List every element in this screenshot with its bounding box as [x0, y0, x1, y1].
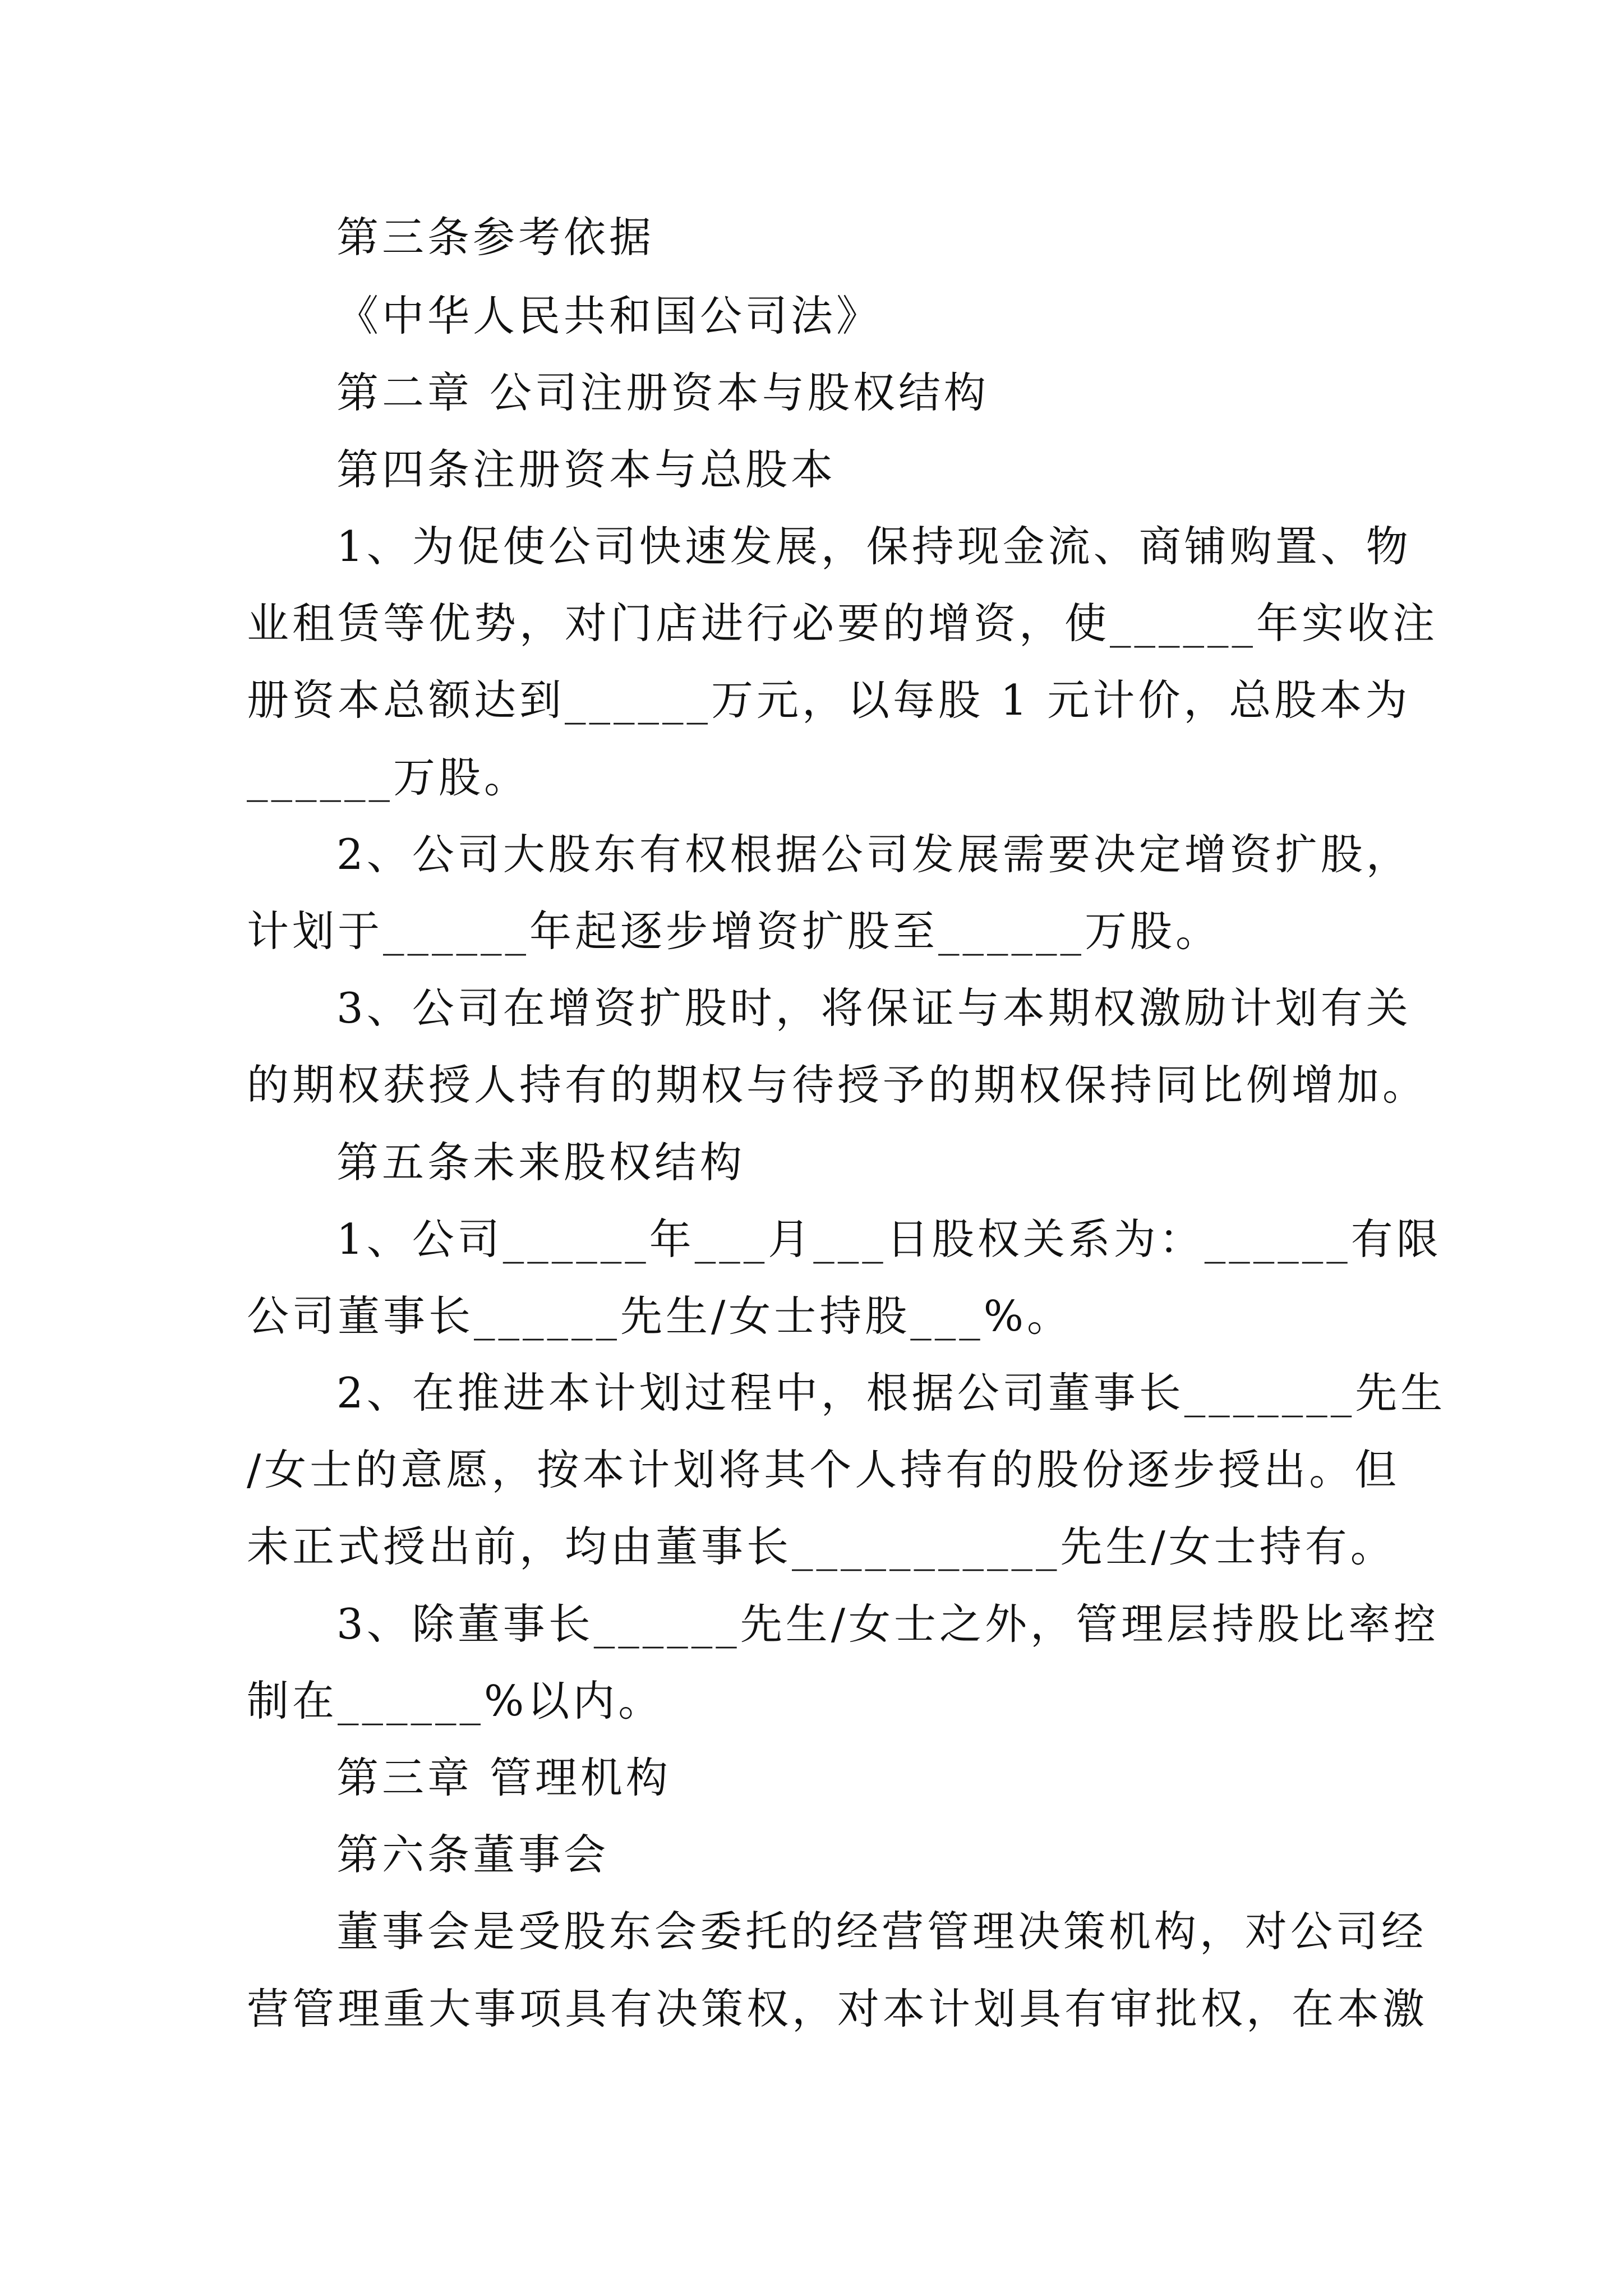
- paragraph-line: 2、公司大股东有权根据公司发展需要决定增资扩股，: [336, 830, 1412, 879]
- paragraph-line: 营管理重大事项具有决策权，对本计划具有审批权，在本激: [247, 1984, 1428, 2033]
- law-reference: 《中华人民共和国公司法》: [336, 291, 882, 341]
- paragraph-line: 的期权获授人持有的期权与待授予的期权保持同比例增加。: [247, 1060, 1428, 1110]
- article-3-heading: 第三条参考依据: [336, 213, 655, 262]
- paragraph-line: 1、公司______年___月___日股权关系为：______有限: [336, 1214, 1442, 1264]
- paragraph-line: 2、在推进本计划过程中，根据公司董事长_______先生: [336, 1368, 1446, 1418]
- paragraph-line: 业租赁等优势，对门店进行必要的增资，使______年实收注: [247, 599, 1438, 648]
- paragraph-line: 制在______%以内。: [247, 1676, 664, 1726]
- chapter-3-heading: 第三章 管理机构: [336, 1753, 671, 1802]
- chapter-2-heading: 第二章 公司注册资本与股权结构: [336, 368, 989, 417]
- paragraph-line: ______万股。: [247, 753, 530, 802]
- paragraph-line: /女士的意愿，按本计划将其个人持有的股份逐步授出。但: [247, 1445, 1400, 1494]
- article-4-heading: 第四条注册资本与总股本: [336, 445, 837, 494]
- article-5-heading: 第五条未来股权结构: [336, 1138, 746, 1187]
- paragraph-line: 1、为促使公司快速发展，保持现金流、商铺购置、物: [336, 522, 1412, 571]
- paragraph-line: 册资本总额达到______万元，以每股 1 元计价，总股本为: [247, 675, 1411, 725]
- paragraph-line: 3、除董事长______先生/女士之外，管理层持股比率控: [336, 1599, 1439, 1649]
- paragraph-line: 计划于______年起逐步增资扩股至______万股。: [247, 907, 1221, 956]
- paragraph-line: 3、公司在增资扩股时，将保证与本期权激励计划有关: [336, 983, 1412, 1033]
- paragraph-line: 公司董事长______先生/女士持股___%。: [247, 1291, 1073, 1341]
- paragraph-line: 董事会是受股东会委托的经营管理决策机构，对公司经: [336, 1907, 1427, 1956]
- article-6-heading: 第六条董事会: [336, 1830, 610, 1879]
- paragraph-line: 未正式授出前，均由董事长___________先生/女士持有。: [247, 1522, 1396, 1571]
